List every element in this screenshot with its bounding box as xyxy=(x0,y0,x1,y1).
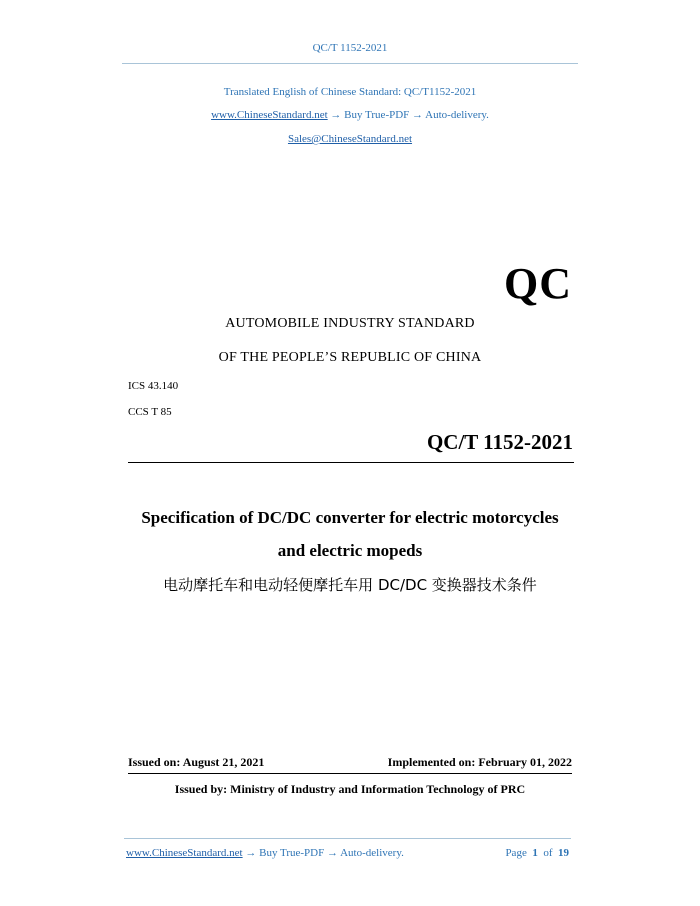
qc-logo: QC xyxy=(504,259,572,308)
title-english-line2: and electric mopeds xyxy=(277,541,423,560)
footer-site-link[interactable]: www.ChineseStandard.net xyxy=(126,847,243,859)
footer-buy-text: → Buy True-PDF → Auto-delivery. xyxy=(242,847,404,859)
footer-rule xyxy=(124,838,571,839)
page-label: Page xyxy=(505,847,527,859)
email-line xyxy=(0,133,700,145)
email-link[interactable]: Sales@ChineseStandard.net xyxy=(287,133,413,145)
standard-number-rule xyxy=(128,462,574,463)
dates-rule xyxy=(128,773,572,774)
header-rule xyxy=(122,63,578,64)
page-current: 1 xyxy=(532,847,538,859)
translation-notice: Translated English of Chinese Standard: QC/T1152-2021 xyxy=(223,86,477,98)
issued-on-date: Issued on: August 21, 2021 xyxy=(128,755,265,769)
standard-type-line2: OF THE PEOPLE’S REPUBLIC OF CHINA xyxy=(218,350,482,365)
page-number xyxy=(505,847,569,859)
ccs-code: CCS T 85 xyxy=(128,406,172,418)
ics-code: ICS 43.140 xyxy=(128,380,179,392)
running-header: QC/T 1152-2021 xyxy=(312,42,388,54)
standard-type-line1: AUTOMOBILE INDUSTRY STANDARD xyxy=(225,316,475,331)
title-chinese: 电动摩托车和电动轻便摩托车用 DC/DC 变换器技术条件 xyxy=(163,576,537,594)
page-total: 19 xyxy=(558,847,569,859)
issuing-authority: Issued by: Ministry of Industry and Information Technology of PRC xyxy=(174,782,526,796)
title-english-line1: Specification of DC/DC converter for electric motorcycles xyxy=(141,508,559,527)
purchase-line xyxy=(0,109,700,121)
implemented-on-date: Implemented on: February 01, 2022 xyxy=(387,755,572,769)
standard-number: QC/T 1152-2021 xyxy=(426,430,573,454)
of-label: of xyxy=(543,847,553,859)
site-link[interactable]: www.ChineseStandard.net xyxy=(211,109,328,121)
footer-purchase-line xyxy=(126,847,404,859)
buy-text: → Buy True-PDF → Auto-delivery. xyxy=(327,109,489,121)
